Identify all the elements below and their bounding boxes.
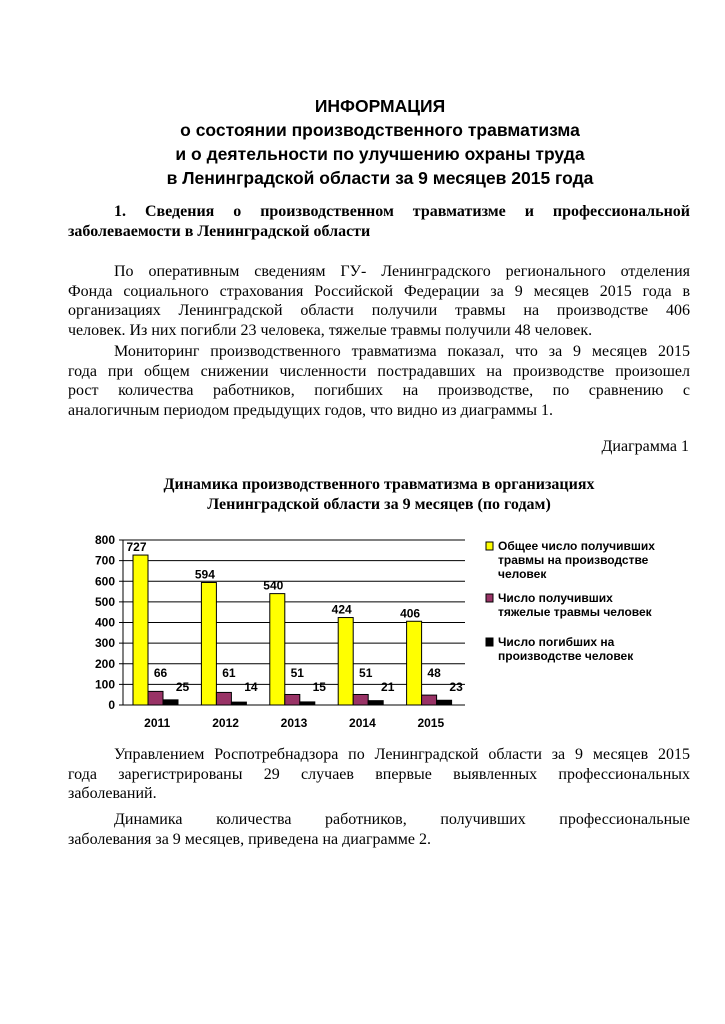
section-heading bbox=[68, 202, 690, 241]
legend-label: человек bbox=[498, 567, 547, 581]
legend-swatch bbox=[486, 638, 493, 646]
x-tick-label: 2014 bbox=[349, 716, 376, 730]
bar bbox=[133, 555, 148, 705]
chart-title-line-2: Ленинградской области за 9 месяцев (по годам) bbox=[207, 495, 551, 513]
paragraph-2 bbox=[68, 342, 690, 420]
bar bbox=[407, 621, 422, 705]
y-tick-label: 400 bbox=[94, 615, 115, 630]
data-label: 25 bbox=[175, 680, 190, 694]
paragraph-line: Динамика количества работников, получивших профессиональные bbox=[114, 811, 690, 828]
x-tick-label: 2012 bbox=[212, 716, 239, 730]
diagram-label: Диаграмма 1 bbox=[601, 438, 689, 455]
y-tick-label: 100 bbox=[94, 677, 115, 692]
paragraph-1 bbox=[68, 262, 690, 340]
bar bbox=[437, 700, 452, 705]
chart-title bbox=[68, 475, 690, 514]
paragraph-line: аналогичным периодом предыдущих годов, что видно из диаграммы 1. bbox=[68, 401, 553, 419]
paragraph-line: года зарегистрированы 29 случаев впервые выявленных профессиональных bbox=[68, 765, 690, 783]
bar bbox=[270, 594, 285, 705]
paragraph-3 bbox=[68, 745, 690, 804]
legend-label: Число получивших bbox=[498, 591, 613, 605]
bar bbox=[231, 702, 246, 705]
title-line-2: о состоянии производственного травматизма bbox=[180, 120, 580, 140]
title-line-3: и о деятельности по улучшению охраны труда bbox=[175, 144, 585, 164]
bar bbox=[338, 618, 353, 705]
paragraph-line: Мониторинг производственного травматизма показал, что за 9 месяцев 2015 bbox=[114, 343, 690, 360]
paragraph-line: По оперативным сведениям ГУ- Ленинградского регионального отделения bbox=[114, 263, 690, 280]
data-label: 14 bbox=[244, 680, 258, 694]
data-label: 594 bbox=[194, 567, 215, 582]
legend-swatch bbox=[486, 542, 493, 550]
paragraph-line: организациях Ленинградской области получили травмы на производстве 406 bbox=[68, 302, 690, 319]
y-tick-label: 800 bbox=[94, 533, 115, 547]
y-tick-label: 300 bbox=[94, 636, 115, 651]
section-heading-line-1: 1. Сведения о производственном травматизме и профессиональной bbox=[114, 203, 690, 220]
data-label: 51 bbox=[359, 666, 373, 680]
y-tick-label: 0 bbox=[108, 698, 115, 712]
legend-swatch bbox=[486, 594, 493, 602]
legend-label: травмы на производстве bbox=[498, 553, 649, 567]
legend-label: производстве человек bbox=[498, 649, 634, 663]
bar bbox=[353, 694, 368, 705]
bar bbox=[216, 692, 231, 705]
x-tick-label: 2011 bbox=[144, 716, 171, 730]
bar bbox=[422, 695, 437, 705]
bar bbox=[285, 694, 300, 705]
data-label: 66 bbox=[153, 666, 168, 680]
paragraph-4 bbox=[68, 810, 690, 849]
paragraph-line: Управлением Роспотребнадзора по Ленинградской области за 9 месяцев 2015 bbox=[114, 746, 690, 763]
x-tick-label: 2013 bbox=[280, 716, 308, 730]
title-line-1: ИНФОРМАЦИЯ bbox=[314, 96, 446, 116]
data-label: 424 bbox=[331, 602, 352, 617]
data-label: 406 bbox=[400, 606, 421, 621]
chart-title-line-1: Динамика производственного травматизма в организациях bbox=[163, 476, 595, 493]
bar bbox=[148, 691, 163, 705]
paragraph-line: года при общем снижении численности пострадавших на производстве произошел bbox=[68, 362, 690, 380]
data-label: 727 bbox=[126, 540, 147, 555]
data-label: 15 bbox=[312, 680, 326, 694]
y-tick-label: 600 bbox=[94, 574, 115, 589]
legend-label: Число погибших на bbox=[498, 635, 615, 649]
legend-label: тяжелые травмы человек bbox=[498, 605, 652, 619]
paragraph-line: человек. Из них погибли 23 человека, тяжелые травмы получили 48 человек. bbox=[68, 321, 593, 339]
bar bbox=[201, 582, 216, 705]
injury-bar-chart bbox=[80, 526, 680, 746]
data-label: 51 bbox=[290, 666, 304, 680]
data-label: 540 bbox=[263, 578, 284, 593]
data-label: 48 bbox=[427, 666, 441, 680]
data-label: 21 bbox=[381, 680, 395, 694]
data-label: 23 bbox=[449, 680, 463, 694]
legend-label: Общее число получивших bbox=[498, 539, 655, 553]
paragraph-line: Фонда социального страхования Российской Федерации за 9 месяцев 2015 года в bbox=[68, 282, 690, 300]
x-tick-label: 2015 bbox=[417, 716, 445, 730]
bar bbox=[163, 700, 178, 705]
paragraph-line: заболеваний. bbox=[68, 785, 157, 802]
bar bbox=[368, 701, 383, 705]
y-tick-label: 200 bbox=[94, 656, 115, 671]
section-heading-line-2: заболеваемости в Ленинградской области bbox=[68, 222, 371, 240]
y-tick-label: 500 bbox=[94, 594, 115, 609]
paragraph-line: заболевания за 9 месяцев, приведена на диаграмме 2. bbox=[68, 830, 431, 848]
title-line-4: в Ленинградской области за 9 месяцев 2015 года bbox=[166, 168, 594, 188]
bar bbox=[300, 702, 315, 705]
data-label: 61 bbox=[222, 666, 236, 680]
paragraph-line: рост количества работников, погибших на производстве, по сравнению с bbox=[68, 382, 690, 399]
document-title bbox=[60, 94, 700, 190]
y-tick-label: 700 bbox=[94, 553, 115, 568]
